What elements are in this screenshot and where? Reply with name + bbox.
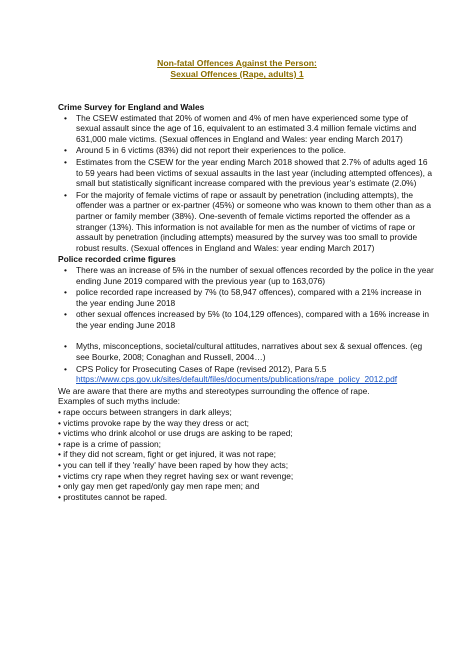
list-item-text: police recorded rape increased by 7% (to 58,947 offences), compared with a 21% increase in the year ending June 2018 (76, 287, 422, 308)
list-item (58, 190, 434, 254)
list-item-text: Estimates from the CSEW for the year ending March 2018 showed that 2.7% of adults aged 16 to 59 years had been victims of sexual assaults in the last year (including attempted offences), a small but statistically significant increase compared with the previous year’s estimate (2.0%) (76, 156, 432, 189)
list-item (58, 145, 434, 156)
cps-policy-link[interactable]: https://www.cps.gov.uk/sites/default/files/documents/publications/rape_policy_2012.pdf (76, 374, 398, 385)
list-item (58, 364, 434, 385)
bullet-marker: • (64, 145, 67, 156)
list-item-text: Around 5 in 6 victims (83%) did not report their experiences to the police. (76, 145, 346, 156)
spacer (58, 331, 434, 341)
bullet-marker: • (64, 287, 67, 298)
list-item-text: The CSEW estimated that 20% of women and 4% of men have experienced some type of sexual assault since the age of 16, equivalent to an estimated 3.4 million female victims and 631,000 male victims. (Sexual offences in England and Wales: year ending March 2017) (76, 112, 417, 144)
csew-bullet-list (58, 113, 434, 254)
document-title (58, 58, 416, 80)
myth-item: • victims who drink alcohol or use drugs are asking to be raped; (58, 428, 293, 439)
myth-item: • only gay men get raped/only gay men rape men; and (58, 481, 260, 492)
myth-item: • you can tell if they 'really' have been raped by how they acts; (58, 460, 289, 470)
police-bullet-list (58, 265, 434, 331)
myths-sources-bullet-list (58, 341, 434, 384)
myths-intro-line-1: We are aware that there are myths and stereotypes surrounding the offence of rape. (58, 385, 370, 396)
list-item (58, 309, 434, 330)
myth-item: • rape occurs between strangers in dark alleys; (58, 407, 232, 418)
list-item (58, 265, 434, 286)
section-heading-csew: Crime Survey for England and Wales (58, 102, 205, 112)
list-item-text: For the majority of female victims of rape or assault by penetration (including attempts), the offender was a partner or ex-partner (45%) or someone who was known to them other than as a partner or family member (38%). One-seventh of female victims reported the offender as a stranger (13%). This information is not available for men as the number of victims of rape or assault by penetration (including attempts) measured by the survey was too small to provide robust results. (Sexual offences in England and Wales: year ending March 2017) (76, 189, 432, 253)
list-item-text: There was an increase of 5% in the number of sexual offences recorded by the police in the year ending June 2019 compared with the previous year (up to 163,076) (76, 264, 434, 286)
myth-item: • victims provoke rape by the way they dress or act; (58, 417, 249, 428)
myth-item: • rape is a crime of passion; (58, 438, 162, 449)
section-heading-police: Police recorded crime figures (58, 254, 176, 265)
list-item-text: CPS Policy for Prosecuting Cases of Rape (revised 2012), Para 5.5 (76, 363, 327, 374)
list-item (58, 113, 434, 145)
myth-item: • prostitutes cannot be raped. (58, 491, 168, 502)
list-item (58, 157, 434, 189)
bullet-marker: • (64, 309, 67, 320)
bullet-marker: • (64, 112, 67, 123)
bullet-marker: • (64, 341, 67, 352)
title-line-1: Non-fatal Offences Against the Person: (157, 58, 317, 68)
list-item (58, 287, 434, 308)
list-item-text: other sexual offences increased by 5% (to 104,129 offences), compared with a 16% increase in the year ending June 2018 (76, 309, 430, 330)
bullet-marker: • (64, 189, 67, 200)
list-item (58, 341, 434, 362)
myth-item: • if they did not scream, fight or get injured, it was not rape; (58, 449, 276, 460)
myth-item: • victims cry rape when they regret having sex or want revenge; (58, 470, 294, 481)
myths-intro-line-2: Examples of such myths include: (58, 396, 180, 407)
bullet-marker: • (64, 363, 67, 374)
title-line-2: Sexual Offences (Rape, adults) 1 (170, 69, 304, 79)
bullet-marker: • (64, 156, 67, 167)
bullet-marker: • (64, 264, 67, 275)
list-item-text: Myths, misconceptions, societal/cultural attitudes, narratives about sex & sexual offences. (eg see Bourke, 2008; Conaghan and Russell, 2004…) (76, 341, 423, 363)
myths-list (58, 407, 434, 502)
